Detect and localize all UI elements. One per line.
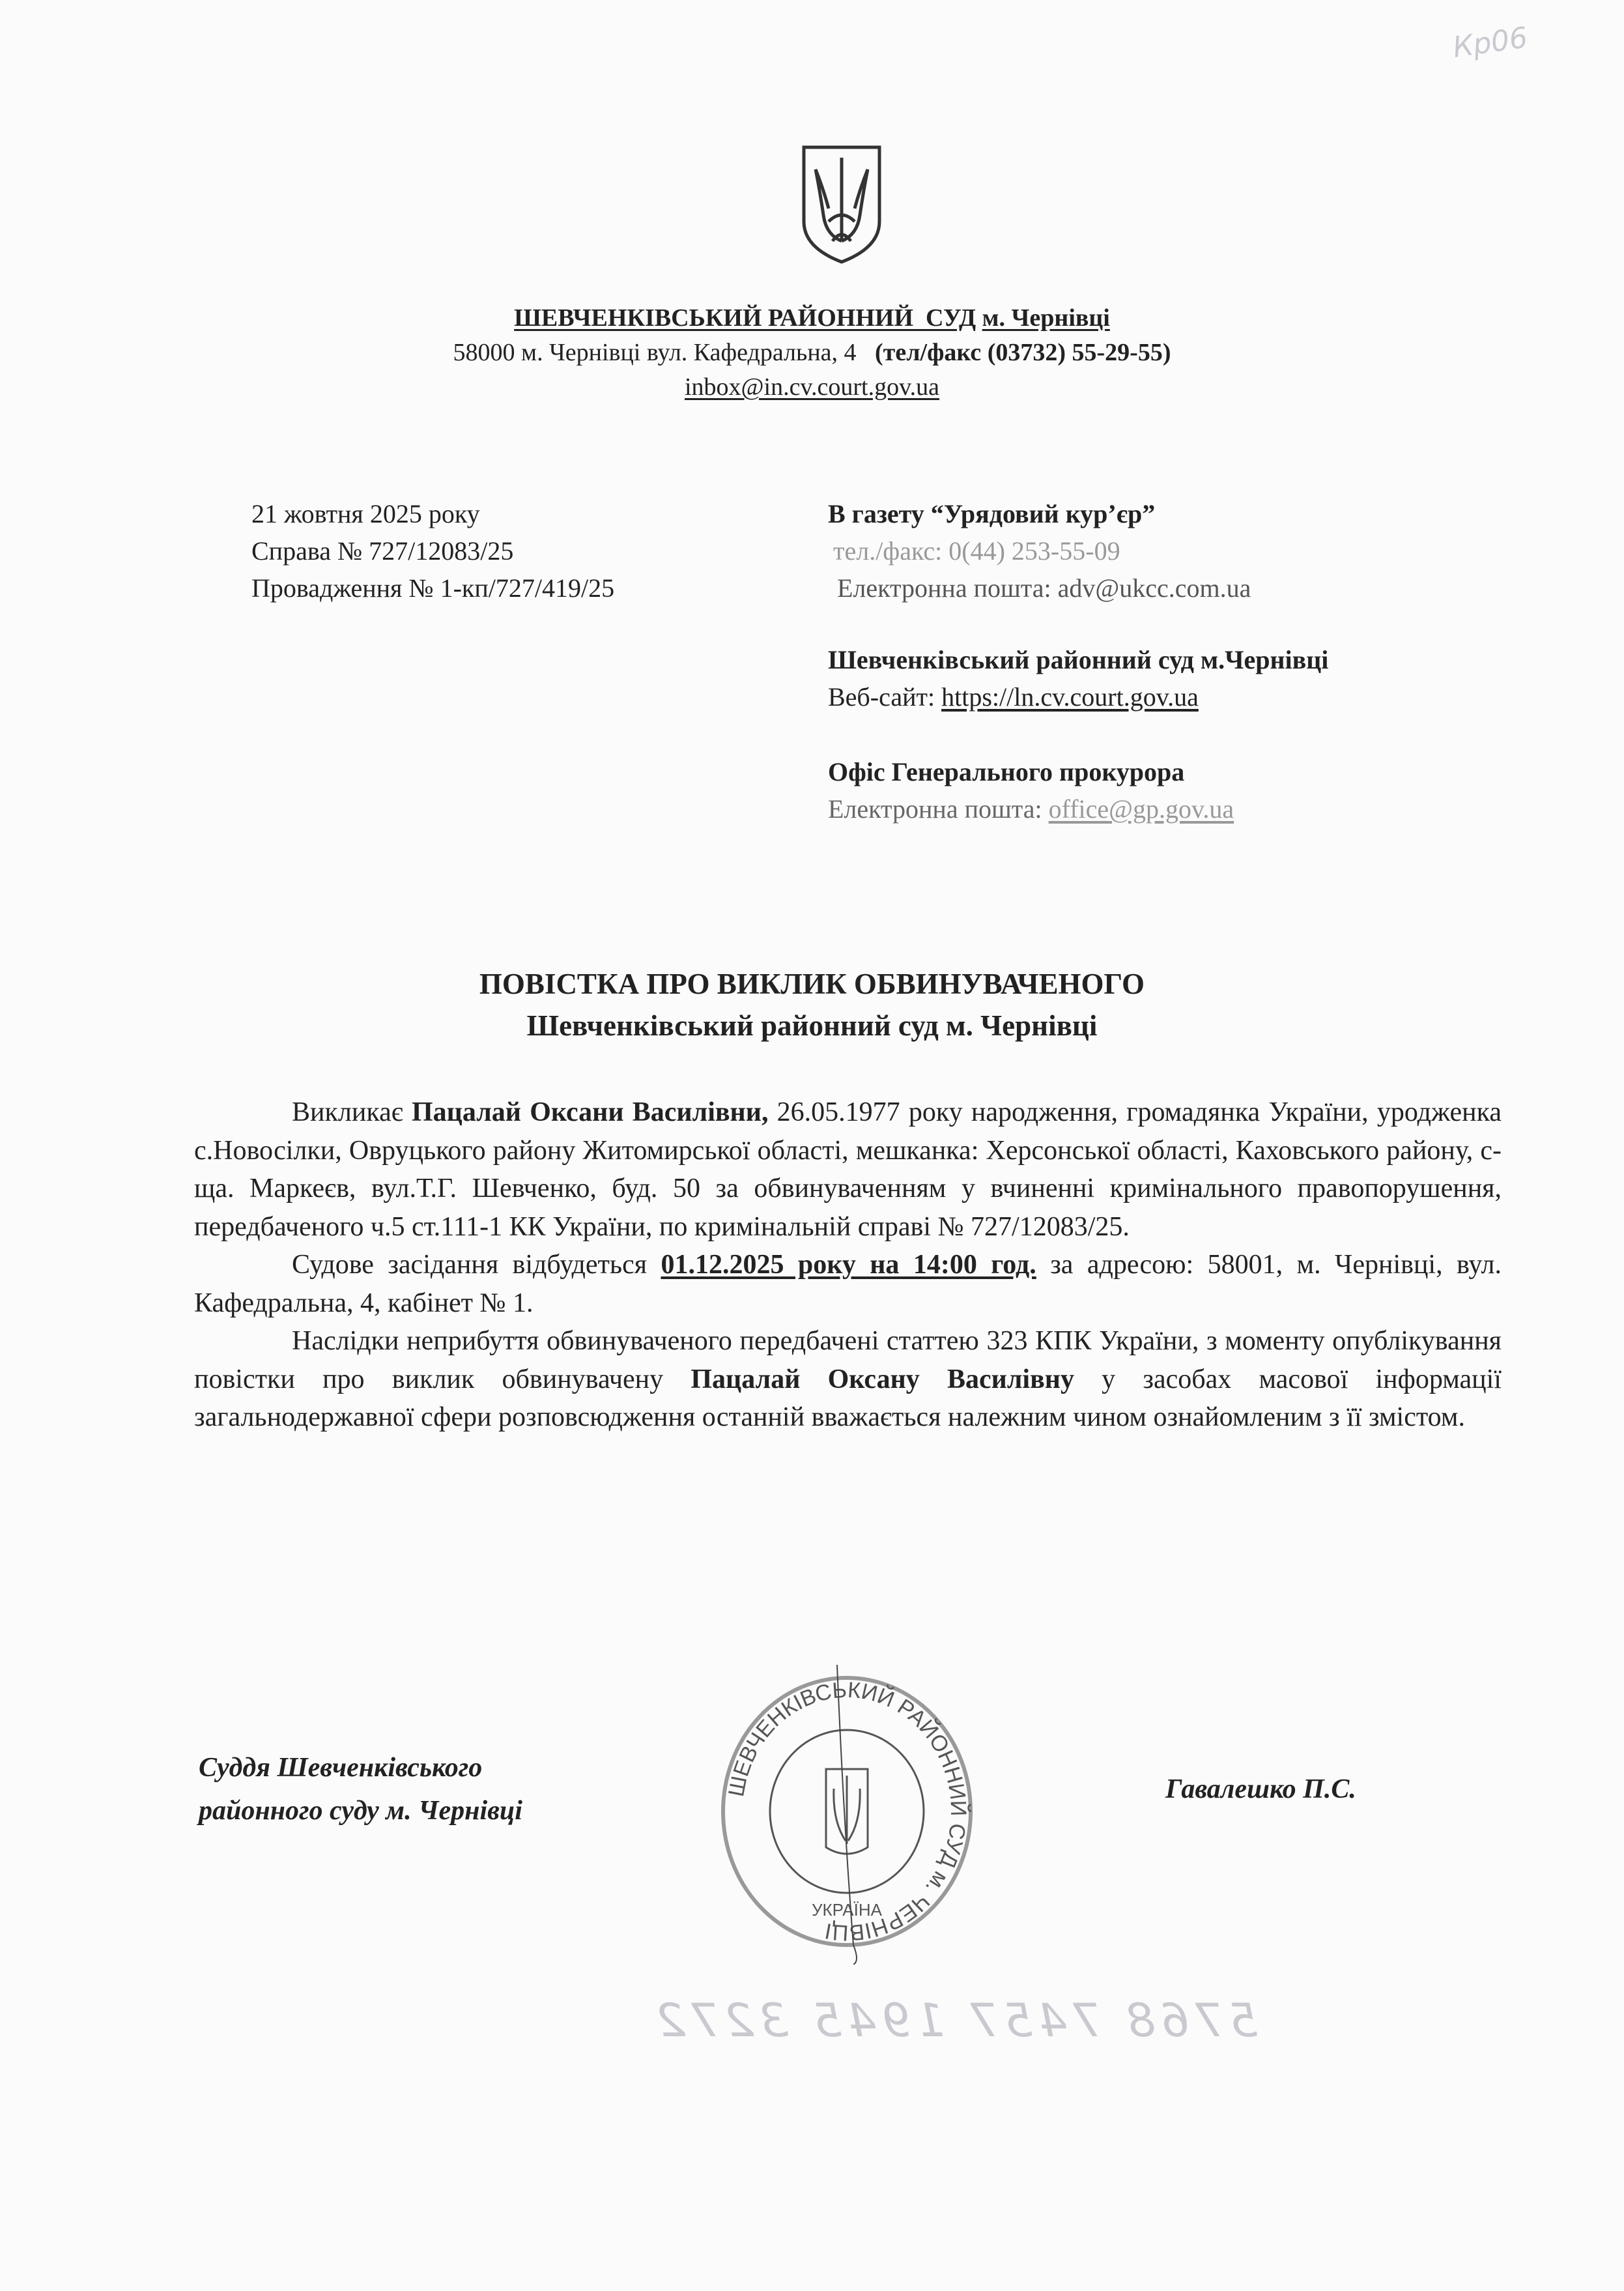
website-link[interactable]: https://ln.cv.court.gov.ua xyxy=(941,682,1199,712)
paragraph-summons xyxy=(194,1093,1502,1246)
case-info xyxy=(251,495,614,607)
paragraph-hearing xyxy=(194,1246,1502,1322)
hearing-datetime: 01.12.2025 року на 14:00 год. xyxy=(661,1250,1036,1280)
recipient-court xyxy=(828,641,1328,715)
handwritten-number: 5768 7457 1945 3272 xyxy=(651,1994,1259,2047)
summons-body xyxy=(194,1093,1502,1437)
case-number: Справа № 727/12083/25 xyxy=(251,536,514,566)
position-line: Суддя Шевченківського xyxy=(199,1753,483,1783)
court-address: 58000 м. Чернівці вул. Кафедральна, 4 xyxy=(453,339,857,366)
recipient-phone: тел./факс: 0(44) 253-55-09 xyxy=(833,536,1120,566)
judge-name: Гавалешко П.С. xyxy=(1165,1774,1356,1804)
court-header xyxy=(0,300,1624,336)
court-seal-stamp xyxy=(704,1658,990,1965)
recipient-email: Електронна пошта: adv@ukcc.com.ua xyxy=(837,573,1251,603)
court-email-line xyxy=(0,369,1624,405)
judge-position xyxy=(199,1746,522,1832)
position-line: районного суду м. Чернівці xyxy=(199,1796,522,1826)
court-city: м. Чернівці xyxy=(982,304,1110,332)
recipient-name: Шевченківський районний суд м.Чернівці xyxy=(828,645,1329,674)
document-subtitle: Шевченківський районний суд м. Чернівці xyxy=(526,1009,1098,1042)
svg-text:ШЕВЧЕНКІВСЬКИЙ РАЙОННИЙ СУД м.: ШЕВЧЕНКІВСЬКИЙ РАЙОННИЙ СУД м. ЧЕРНІВЦІ xyxy=(724,1677,971,1946)
recipient-name: Офіс Генерального прокурора xyxy=(828,757,1185,786)
paragraph-consequences xyxy=(194,1322,1502,1437)
recipient-name: В газету “Урядовий кур’єр” xyxy=(828,499,1156,528)
letter-date: 21 жовтня 2025 року xyxy=(251,499,480,528)
svg-text:УКРАЇНА: УКРАЇНА xyxy=(812,1900,882,1920)
court-name: ШЕВЧЕНКІВСЬКИЙ РАЙОННИЙ СУД xyxy=(514,304,976,332)
text: Наслідки неприбуття обвинуваченого передбачені статтею 323 КПК України, з моменту опублікування повістки про виклик обвинувачену xyxy=(194,1326,1502,1394)
website-label: Веб-сайт: xyxy=(828,682,942,712)
court-phone: (тел/факс (03732) 55-29-55) xyxy=(875,339,1171,366)
text: у засобах масової інформації загальнодержавної сфери розповсюдження останній вважається належним чином ознайомленим з її змістом. xyxy=(194,1364,1502,1432)
text: 26.05.1977 року народження, громадянка України, уродженка с.Новосілки, Овруцького району Житомирської області, мешканка: Херсонської області, Каховського району, с-ща. Маркеєв, вул.Т.Г. Шевченко, буд. 50 за обвинуваченням у вчиненні кримінального правопорушення, передбаченого ч.5 ст.111-1 КК України, по кримінальній справі № 727/12083/25. xyxy=(194,1097,1502,1242)
court-address-line xyxy=(0,335,1624,370)
recipient-prosecutor xyxy=(828,753,1234,828)
text: за адресою: 58001, м. Чернівці, вул. Кафедральна, 4, кабінет № 1. xyxy=(194,1250,1502,1318)
text: Судове засідання відбудеться xyxy=(292,1250,661,1280)
text: Викликає xyxy=(292,1097,412,1127)
court-email-link[interactable]: inbox@in.cv.court.gov.ua xyxy=(685,373,939,401)
accused-name: Пацалай Оксану Василівну xyxy=(691,1364,1074,1394)
recipient-newspaper xyxy=(828,495,1251,607)
accused-name: Пацалай Оксани Василівни, xyxy=(411,1097,769,1127)
trident-emblem-icon xyxy=(800,143,883,265)
email-link[interactable]: office@gp.gov.ua xyxy=(1048,794,1234,824)
document-title: ПОВІСТКА ПРО ВИКЛИК ОБВИНУВАЧЕНОГО xyxy=(479,968,1145,1000)
proceeding-number: Провадження № 1-кп/727/419/25 xyxy=(251,573,615,603)
email-label: Електронна пошта: xyxy=(828,794,1049,824)
handwritten-note: Кр06 xyxy=(1451,21,1530,65)
